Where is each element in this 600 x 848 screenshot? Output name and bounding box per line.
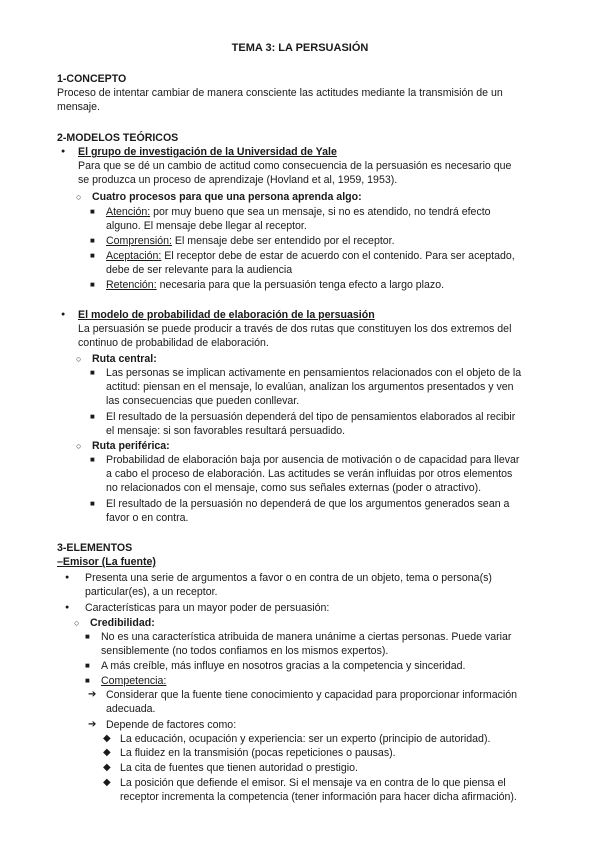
list-item: Las personas se implican activamente en pensamientos relacionados con el objeto de la [106, 367, 522, 379]
list-item-cont: a cabo el proceso de elaboración. Las actitudes se verán influidas por otros elementos [106, 468, 513, 480]
diamond-bullet-icon [103, 776, 111, 790]
diamond-bullet-icon [103, 746, 111, 760]
bullet-icon [61, 308, 65, 323]
list-item-cont: las consecuencias que pueden conllevar. [106, 395, 300, 407]
list-item: Presenta una serie de argumentos a favor o en contra de un objeto, tema o persona(s) [85, 572, 492, 584]
square-bullet-icon [85, 659, 90, 673]
competence-heading: Competencia: [101, 675, 167, 687]
arrow-right-icon [88, 688, 96, 702]
square-bullet-icon [85, 630, 90, 644]
square-bullet-icon [90, 234, 95, 248]
credibility-heading: Credibilidad: [90, 617, 155, 629]
list-item-cont: favor o en contra. [106, 512, 189, 524]
arrow-right-icon [88, 718, 96, 732]
list-item: Probabilidad de elaboración baja por ausencia de motivación o de capacidad para llevar [106, 454, 520, 466]
section-2-heading: 2-MODELOS TEÓRICOS [57, 132, 179, 144]
square-bullet-icon [90, 205, 95, 219]
square-bullet-icon [90, 278, 95, 292]
circle-bullet-icon [76, 190, 81, 205]
list-item: Atención: por muy bueno que sea un mensaje, si no es atendido, no tendrá efecto [106, 206, 491, 218]
list-item: Comprensión: El mensaje debe ser entendido por el receptor. [106, 235, 395, 247]
peripheral-route-heading: Ruta periférica: [92, 440, 170, 452]
circle-bullet-icon [76, 439, 81, 454]
circle-bullet-icon [76, 352, 81, 367]
list-item-cont: particular(es), a un receptor. [85, 586, 218, 598]
yale-subheading: Cuatro procesos para que una persona aprenda algo: [92, 191, 362, 203]
square-bullet-icon [85, 674, 90, 688]
circle-bullet-icon [74, 616, 79, 631]
list-item: Retención: necesaria para que la persuasión tenga efecto a largo plazo. [106, 279, 445, 291]
list-item: La cita de fuentes que tienen autoridad o prestigio. [120, 762, 358, 774]
paragraph-line: Proceso de intentar cambiar de manera consciente las actitudes mediante la transmisión de un [57, 87, 503, 99]
square-bullet-icon [90, 366, 95, 380]
square-bullet-icon [90, 453, 95, 467]
emisor-heading: –Emisor (La fuente) [57, 556, 156, 568]
yale-heading: El grupo de investigación de la Universidad de Yale [78, 146, 337, 158]
list-item: Aceptación: El receptor debe de estar de acuerdo con el contenido. Para ser aceptado, [106, 250, 515, 262]
list-item: Características para un mayor poder de persuasión: [85, 602, 330, 614]
list-item: El resultado de la persuasión dependerá del tipo de pensamientos elaborados al recibir [106, 411, 516, 423]
list-item: No es una característica atribuida de manera unánime a ciertas personas. Puede variar [101, 631, 512, 643]
list-item-cont: no relacionados con el mensaje, como sus señales externas (poder o atractivo). [106, 482, 482, 494]
list-item: Considerar que la fuente tiene conocimiento y capacidad para proporcionar información [106, 689, 518, 701]
list-item: La educación, ocupación y experiencia: ser un experto (principio de autoridad). [120, 733, 491, 745]
square-bullet-icon [90, 249, 95, 263]
list-item-cont: alguno. El mensaje debe llegar al receptor. [106, 220, 307, 232]
paragraph-line: Para que se dé un cambio de actitud como consecuencia de la persuasión es necesario que [78, 160, 512, 172]
list-item-cont: actitud: piensan en el mensaje, lo evalúan, analizan los argumentos presentados y ven [106, 381, 514, 393]
square-bullet-icon [90, 497, 95, 511]
square-bullet-icon [90, 410, 95, 424]
list-item: El resultado de la persuasión no dependerá de que los argumentos generados sean a [106, 498, 510, 510]
section-3-heading: 3-ELEMENTOS [57, 542, 133, 554]
paragraph-line: mensaje. [57, 101, 100, 113]
list-item: La posición que defiende el emisor. Si el mensaje va en contra de lo que piensa el [120, 777, 506, 789]
elab-heading: El modelo de probabilidad de elaboración de la persuasión [78, 309, 375, 321]
list-item-cont: sensiblemente (no todos confiamos en los mismos expertos). [101, 645, 389, 657]
list-item: La fluidez en la transmisión (pocas repeticiones o pausas). [120, 747, 396, 759]
document-title: TEMA 3: LA PERSUASIÓN [231, 42, 369, 54]
list-item-cont: adecuada. [106, 703, 156, 715]
diamond-bullet-icon [103, 761, 111, 775]
list-item: Depende de factores como: [106, 719, 237, 731]
paragraph-line: La persuasión se puede producir a través de dos rutas que constituyen los dos extremos del [78, 323, 512, 335]
paragraph-line: se produzca un proceso de aprendizaje (Hovland et al, 1959, 1953). [78, 174, 398, 186]
list-item-cont: receptor incrementa la competencia (tener información para hacer dicha afirmación). [120, 791, 517, 803]
list-item-cont: el mensaje: si son favorables resultará persuadido. [106, 425, 346, 437]
list-item: A más creíble, más influye en nosotros gracias a la competencia y sinceridad. [101, 660, 466, 672]
bullet-icon [65, 601, 69, 616]
bullet-icon [65, 571, 69, 586]
bullet-icon [61, 145, 65, 160]
central-route-heading: Ruta central: [92, 353, 157, 365]
list-item-cont: debe de ser relevante para la audiencia [106, 264, 293, 276]
section-1-heading: 1-CONCEPTO [57, 73, 127, 85]
diamond-bullet-icon [103, 732, 111, 746]
paragraph-line: continuo de probabilidad de elaboración. [78, 337, 269, 349]
